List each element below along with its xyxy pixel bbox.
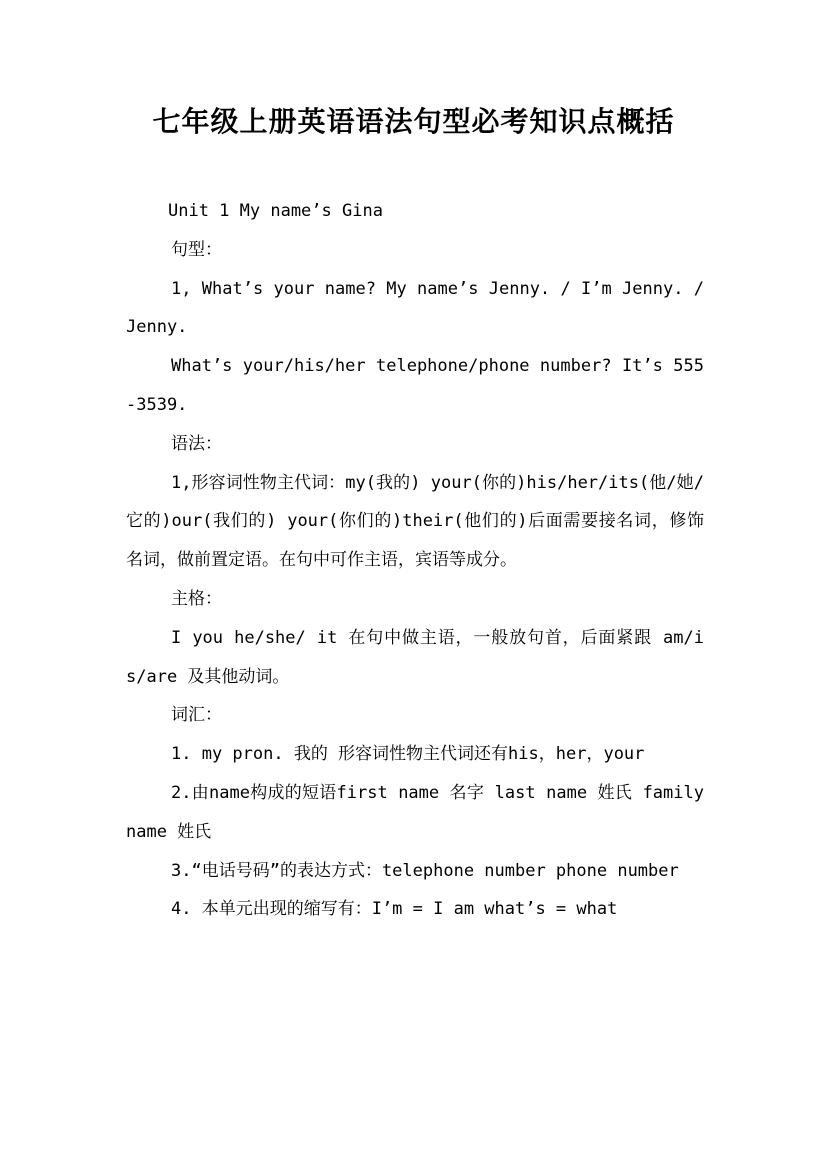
section-label-sentence-patterns: 句型： — [171, 239, 222, 260]
document-title: 七年级上册英语语法句型必考知识点概括 — [152, 105, 675, 138]
section-label-vocabulary: 词汇： — [171, 705, 222, 726]
sentence-pattern-2: What’s your/his/her telephone/phone number? It’s 555-3539. — [126, 356, 704, 415]
subject-case-explanation: I you he/she/ it 在句中做主语，一般放句首，后面紧跟 am/is/are 及其他动词。 — [126, 627, 704, 687]
vocabulary-item-3: 3.“电话号码”的表达方式：telephone number phone number — [171, 860, 679, 881]
section-label-grammar: 语法： — [171, 433, 222, 454]
vocabulary-item-2: 2.由name构成的短语first name 名字 last name 姓氏 family name 姓氏 — [126, 782, 704, 842]
grammar-point-1: 1,形容词性物主代词：my(我的) your(你的)his/her/its(他/她/它的)our(我们的) your(你们的)their(他们的)后面需要接名词，修饰名词，做前置定语。在句中可作主语，宾语等成分。 — [126, 472, 704, 571]
section-label-subject-case: 主格： — [171, 588, 222, 609]
document-body — [126, 192, 704, 929]
vocabulary-item-4: 4. 本单元出现的缩写有：I’m = I am what’s = what — [171, 899, 618, 920]
unit-heading: Unit 1 My name’s Gina — [168, 201, 383, 221]
sentence-pattern-1: 1, What’s your name? My name’s Jenny. / I’m Jenny. / Jenny. — [126, 278, 704, 338]
vocabulary-item-1: 1. my pron. 我的 形容词性物主代词还有his，her，your — [171, 744, 645, 765]
